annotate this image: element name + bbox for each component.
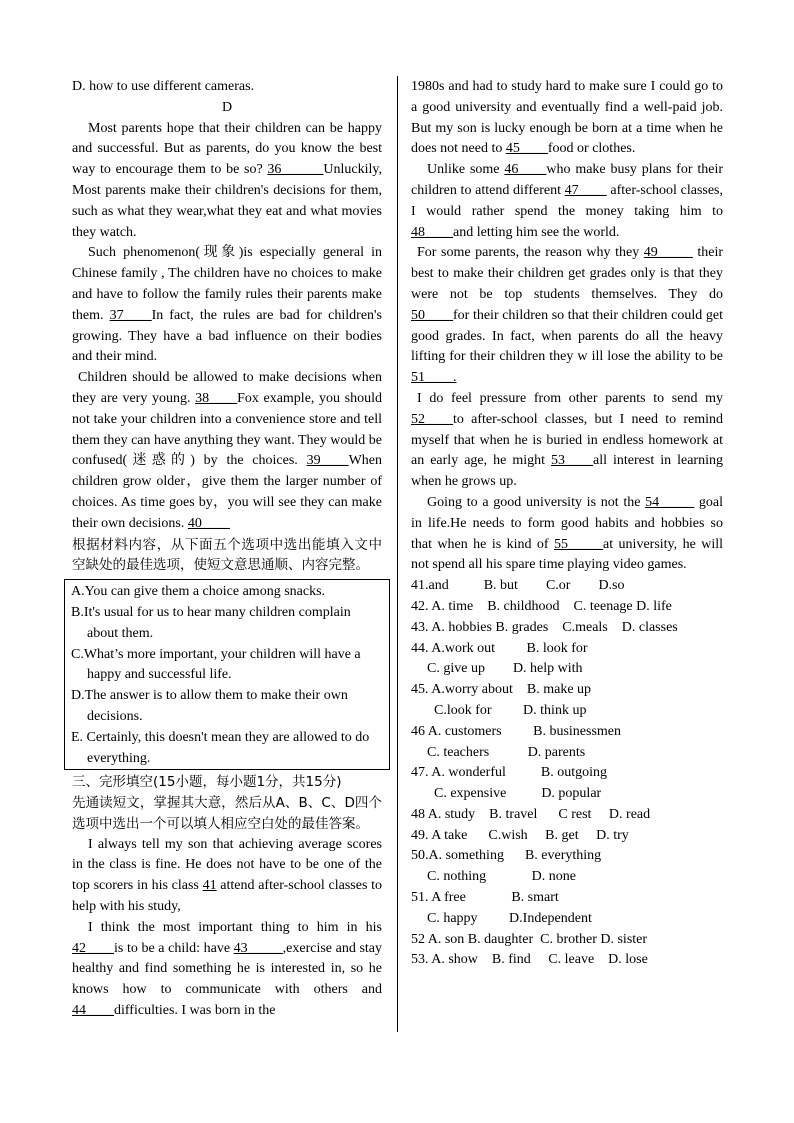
blank-46[interactable]: 46____ xyxy=(504,162,547,178)
question-51-line-2: C. happy D.Independent xyxy=(427,910,592,926)
cloze-paragraph-3: Unlike some 46____who make busy plans for their children to attend different 47____ after-school classes, I would rather spend the money taking him to 48____and letting him see the world. xyxy=(411,162,724,240)
question-42: 42. A. time B. childhood C. teenage D. life xyxy=(411,598,672,614)
blank-42[interactable]: 42____ xyxy=(72,940,114,956)
blank-51[interactable]: 51____. xyxy=(411,370,457,386)
question-50-line-2: C. nothing D. none xyxy=(427,869,576,885)
option-c: C.What’s more important, your children will have a happy and successful life. xyxy=(71,646,361,683)
cloze-paragraph-1: I always tell my son that achieving average scores in the class is fine. He does not have to be one of the top scorers in his class 41 attend after-school classes to help with his study, xyxy=(72,836,382,915)
option-d: D.The answer is to allow them to make their own decisions. xyxy=(71,688,348,724)
option-a: A.You can give them a choice among snacks. xyxy=(71,584,326,600)
question-46-line-2: C. teachers D. parents xyxy=(427,744,586,760)
cloze-paragraph-4: For some parents, the reason why they 49_____ their best to make their children get grades only is that they were not be top students themselves. They do 50____for their children so that their children could get good grades. In fact, when parents do all the heavy lifting for their children they w ill lose the ability to be 51____. xyxy=(411,245,723,386)
question-47-line-2: C. expensive D. popular xyxy=(427,786,602,802)
cloze-paragraph-2: I think the most important thing to him in his 42____is to be a child: have 43_____,exercise and stay healthy and find something he is interested in, so he knows how to communicate with others and 44____difficulties. I was born in the xyxy=(72,919,383,1019)
question-53: 53. A. show B. find C. leave D. lose xyxy=(411,952,648,968)
section-letter: D xyxy=(221,99,233,115)
blank-53[interactable]: 53____ xyxy=(551,453,594,469)
blank-55[interactable]: 55_____ xyxy=(554,536,604,552)
question-49: 49. A take C.wish B. get D. try xyxy=(411,827,629,843)
question-50: 50.A. something B. everything xyxy=(411,848,602,864)
blank-38[interactable]: 38____ xyxy=(195,390,238,406)
question-47: 47. A. wonderful B. outgoing xyxy=(411,765,607,781)
right-column xyxy=(411,77,723,971)
blank-39[interactable]: 39____ xyxy=(306,453,349,469)
reading-paragraph-2: Such phenomenon(现象)is especially general in Chinese family , The children have no choices to make and have to follow the family rules their parents make them. 37____In fact, the rules are bad for children's growing. They have a bad influence on their bodies and their mind. xyxy=(72,245,382,365)
cloze-paragraph-2-continued: 1980s and had to study hard to make sure I could go to a good university and eventually find a well-paid job. But my son is lucky enough be born at a time when he does not need to 45____food or clothes. xyxy=(411,79,723,157)
blank-40[interactable]: 40____ xyxy=(187,515,230,531)
option-b: B.It's usual for us to hear many children complain about them. xyxy=(71,604,351,641)
blank-49[interactable]: 49_____ xyxy=(643,245,693,261)
blank-41[interactable]: 41 xyxy=(202,878,217,894)
blank-47[interactable]: 47____ xyxy=(564,182,607,198)
cloze-instruction: 先通读短文，掌握其大意，然后从A、B、C、D四个选项中选出一个可以填人相应空白处的最佳答案。 xyxy=(72,795,382,832)
question-48: 48 A. study B. travel C rest D. read xyxy=(411,806,651,822)
question-46: 46 A. customers B. businessmen xyxy=(411,723,621,739)
blank-37[interactable]: 37____ xyxy=(109,307,152,323)
blank-48[interactable]: 48____ xyxy=(411,224,453,240)
cloze-paragraph-6: Going to a good university is not the 54_____ goal in life.He needs to form good habits and hobbies so that when he is kind of 55_____at university, he will not spend all his spare time playing video games. xyxy=(411,494,723,573)
cloze-heading: 三、完形填空(15小题，每小题1分，共15分) xyxy=(72,774,342,791)
blank-54[interactable]: 54_____ xyxy=(645,494,695,510)
blank-52[interactable]: 52____ xyxy=(411,411,453,427)
question-44-line-2: C. give up D. help with xyxy=(427,661,583,677)
cloze-paragraph-5: I do feel pressure from other parents to send my 52____to after-school classes, but I need to remind myself that when he is buried in endless homework at an early age, he might 53____all interest in learning when he grows up. xyxy=(411,390,723,490)
reading-paragraph-1: Most parents hope that their children can be happy and successful. But as parents, do you know the best way to encourage them to be so? 36______Unluckily, Most parents make their children's decisions for them, such as what they wear,what they eat and what movies they watch. xyxy=(72,120,382,240)
previous-option-d: D. how to use different cameras. xyxy=(72,79,255,94)
question-43: 43. A. hobbies B. grades C.meals D. classes xyxy=(411,619,678,635)
question-51: 51. A free B. smart xyxy=(411,890,559,906)
blank-43[interactable]: 43_____ xyxy=(233,940,283,956)
question-41: 41.and B. but C.or D.so xyxy=(411,578,625,594)
reading-paragraph-3: Children should be allowed to make decisions when they are very young. 38____Fox example, you should not take your children into a convenience store and tell them they can have anything they want. They would be confused(迷惑的) by the choices. 39____When children grow older，give them the larger number of choices. As time goes by，you will see they can make their own decisions. 40____ xyxy=(72,370,382,531)
question-45-line-2: C.look for D. think up xyxy=(427,702,587,718)
options-box xyxy=(64,579,390,770)
blank-50[interactable]: 50____ xyxy=(411,307,453,323)
left-column xyxy=(72,77,382,1022)
blank-44[interactable]: 44____ xyxy=(72,1003,114,1019)
question-45: 45. A.worry about B. make up xyxy=(411,682,592,698)
question-52: 52 A. son B. daughter C. brother D. sister xyxy=(411,931,648,947)
column-divider xyxy=(397,76,398,1032)
blank-36[interactable]: 36______ xyxy=(267,162,324,178)
option-e: E. Certainly, this doesn't mean they are allowed to do everything. xyxy=(71,729,370,766)
question-44: 44. A.work out B. look for xyxy=(411,640,588,656)
blank-45[interactable]: 45____ xyxy=(505,141,548,157)
reading-instruction: 根据材料内容，从下面五个选项中选出能填入文中空缺处的最佳选项，使短文意思通顺、内容完整。 xyxy=(72,536,382,574)
question-list xyxy=(411,576,723,971)
